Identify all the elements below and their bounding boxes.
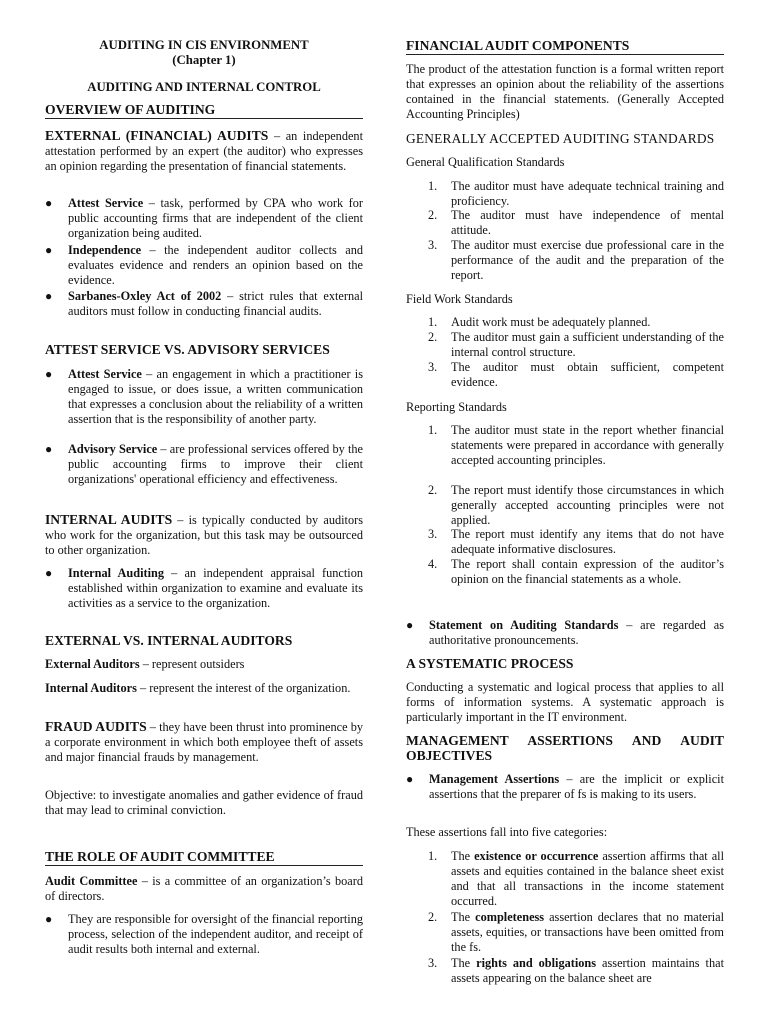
categories-intro: These assertions fall into five categories: [406, 825, 608, 839]
list-item-text: The report must identify any items that do not have adequate informative disclosures. [451, 527, 724, 556]
document-subtitle: AUDITING AND INTERNAL CONTROL [87, 80, 321, 94]
internal-audits-paragraph [45, 512, 363, 558]
list-item-text: The auditor must gain a sufficient understanding of the internal control structure. [451, 330, 724, 359]
external-auditors-paragraph [45, 657, 363, 672]
internal-auditors-paragraph [45, 681, 363, 696]
bullet-term: Sarbanes-Oxley Act of 2002 [68, 289, 222, 303]
bullet-text: – an engagement in which a practitioner is engaged to issue, or does issue, a written communication that expresses a conclusion about the reliability of a written assertion that is the responsibility of another party. [68, 367, 364, 426]
list-item-text: The auditor must exercise due professional care in the performance of the audit and the preparation of the report. [451, 238, 724, 282]
internal-auditors-text: – represent the interest of the organization. [136, 681, 351, 695]
systematic-process-heading: A SYSTEMATIC PROCESS [406, 656, 574, 671]
bullet-text: – the independent auditor collects and evaluates evidence and renders an opinion based on the evidence. [68, 243, 363, 287]
assertion-text: assertion affirms that all assets and equities contained in the balance sheet exist and that all transactions in the income statement occurred. [451, 849, 724, 908]
external-audits-paragraph [45, 128, 363, 174]
systematic-process-paragraph: Conducting a systematic and logical process that applies to all forms of information systems. A systematic approach is particularly important in the IT environment. [406, 680, 724, 724]
assertion-text: assertion declares that no material assets, equities, or transactions have been omitted from the fs. [451, 910, 724, 954]
gaas-heading: GENERALLY ACCEPTED AUDITING STANDARDS [406, 131, 715, 146]
external-auditors-term: External Auditors [45, 657, 140, 671]
document-page: AUDITING IN CIS ENVIRONMENT (Chapter 1) AUDITING AND INTERNAL CONTROL OVERVIEW OF AUDITING EXTERNAL (FINANCIAL) AUDITS – an independent attestation performed by an expert (the auditor) who expresses an opinion regarding the presentation of financial statements. ● Attest Service – task, performed by CPA who work for public accounting firms that are independent of the client organization being audited. ● Independence – the independent auditor collects and evaluates evidence and renders an opinion based on the evidence. ● Sarbanes-Oxley Act of 2002 – strict rules that external auditors must follow in conducting financial audits. ATTEST SERVICE VS. ADVISORY SERVICES ● Attest Service – an engagement in which a practitioner is engaged to issue, or does issue, a written communication that expresses a conclusion about the reliability of a written assertion that is the responsibility of another party. ● Advisory Service – are professional services offered by the public accounting firms to improve their client organizations' operational efficiency and effectiveness. INTERNAL AUDITS – is typically conducted by auditors who work for the organization, but this task may be outsourced to other organization. ● Internal Auditing – an independent appraisal function established within organization to examine and evaluate its activities as a service to the organization. EXTERNAL VS. INTERNAL AUDITORS External Auditors – represent outsiders Internal Auditors – represent the interest of the organization. FRAUD AUDITS – they have been thrust into prominence by a corporate environment in which both employee theft of assets and major financial frauds by management. Objective: to investigate anomalies and gather evidence of fraud that may lead to criminal conviction. THE ROLE OF AUDIT COMMITTEE Audit Committee – is a committee of an organization’s board of directors. ● They are responsible for oversight of the financial reporting process, selection of the independent auditor, and receipt of audit results both internal and external. FINANCIAL AUDIT COMPONENTS The product of the attestation function is a formal written report that expresses an opinion about the reliability of the assertions contained in the financial statements. (Generally Accepted Accounting Principles) GENERALLY ACCEPTED AUDITING STANDARDS General Qualification Standards 1. The auditor must have adequate technical training and proficiency. 2. The auditor must have independence of mental attitude. 3. The auditor must exercise due professional care in the performance of the audit and the preparation of the report. Field Work Standards 1. Audit work must be adequately planned. 2. The auditor must gain a sufficient understanding of the internal control structure. 3. The auditor must obtain sufficient, competent evidence. Reporting Standards 1. The auditor must state in the report whether financial statements were prepared in accordance with generally accepted accounting principles. 2. The report must identify those circumstances in which generally accepted accounting principles were not applied. 3. The report must identify any items that do not have adequate informative disclosures. 4. The report shall contain expression of the auditor’s opinion on the financial statements as a whole. ● Statement on Auditing Standards – are regarded as authoritative pronouncements. A SYSTEMATIC PROCESS Conducting a systematic and logical process that applies to all forms of information systems. A systematic approach is particularly important in the IT environment. MANAGEMENT ASSERTIONS AND AUDIT OBJECTIVES ● Management Assertions – are the implicit or explicit assertions that the preparer of fs is making to its users. These assertions fall into five categories: 1. The existence or occurrence assertion affirms that all assets and equities contained in the balance sheet exist and that all transactions in the income statement occurred. 2. The completeness assertion declares that no material assets, equities, or transactions have been omitted from the fs. 3. The rights and obligations assertion maintains that assets appearing on the balance sheet are [45, 38, 724, 985]
chapter-label: (Chapter 1) [172, 53, 236, 67]
bullet-term: Attest Service [68, 196, 144, 210]
list-item-text: The report shall contain expression of the auditor’s opinion on the financial statements as a whole. [451, 557, 724, 586]
reporting-standards-label: Reporting Standards [406, 400, 507, 414]
overview-heading: OVERVIEW OF AUDITING [45, 102, 363, 119]
bullet-term: Internal Auditing [68, 566, 164, 580]
list-item-text: The auditor must have independence of mental attitude. [451, 208, 724, 237]
list-item-text: The auditor must obtain sufficient, competent evidence. [451, 360, 724, 389]
bullet-term: Attest Service [68, 367, 142, 381]
assertion-prefix: The [451, 910, 476, 924]
field-work-standards-label: Field Work Standards [406, 292, 513, 306]
assertion-prefix: The [451, 956, 477, 970]
fraud-audits-term: FRAUD AUDITS [45, 719, 147, 734]
list-item-text: The auditor must have adequate technical training and proficiency. [451, 179, 724, 208]
assertion-term: completeness [475, 910, 545, 924]
assertion-term: rights and obligations [476, 956, 597, 970]
internal-auditors-term: Internal Auditors [45, 681, 137, 695]
bullet-text: – are the implicit or explicit assertions that the preparer of fs is making to its users. [429, 772, 724, 801]
components-heading: FINANCIAL AUDIT COMPONENTS [406, 38, 724, 55]
objective-paragraph: Objective: to investigate anomalies and gather evidence of fraud that may lead to criminal conviction. [45, 788, 363, 817]
assertion-prefix: The [451, 849, 475, 863]
components-paragraph: The product of the attestation function is a formal written report that expresses an opinion about the reliability of the assertions contained in the financial statements. (Generally Accepted Accounting Principles) [406, 62, 724, 121]
assertion-term: existence or occurrence [474, 849, 599, 863]
bullet-text: – are professional services offered by the public accounting firms to improve their client organizations' operational efficiency and effectiveness. [68, 442, 363, 486]
external-audits-term: EXTERNAL (FINANCIAL) AUDITS [45, 128, 269, 143]
bullet-text: – an independent appraisal function established within organization to examine and evaluate its activities as a service to the organization. [68, 566, 363, 610]
external-vs-internal-heading: EXTERNAL VS. INTERNAL AUDITORS [45, 633, 293, 648]
audit-committee-paragraph [45, 874, 363, 904]
bullet-text: – task, performed by CPA who work for public accounting firms that are independent of the client organization being audited. [68, 196, 364, 240]
bullet-term: Management Assertions [429, 772, 560, 786]
list-item-text: Audit work must be adequately planned. [451, 315, 651, 329]
management-assertions-heading: MANAGEMENT ASSERTIONS AND AUDIT OBJECTIVES [406, 733, 724, 763]
bullet-text: – strict rules that external auditors must follow in conducting financial audits. [68, 289, 363, 318]
bullet-term: Advisory Service [68, 442, 158, 456]
document-title: AUDITING IN CIS ENVIRONMENT [99, 38, 309, 52]
assertion-text: assertion maintains that assets appearing on the balance sheet are [451, 956, 724, 985]
external-audits-text: – an independent attestation performed by an expert (the auditor) who expresses an opinion regarding the presentation of financial statements. [45, 129, 363, 173]
audit-committee-term: Audit Committee [45, 874, 138, 888]
attest-vs-advisory-heading: ATTEST SERVICE VS. ADVISORY SERVICES [45, 342, 330, 357]
bullet-text: – are regarded as authoritative pronouncements. [429, 618, 724, 647]
external-auditors-text: – represent outsiders [139, 657, 245, 671]
fraud-audits-paragraph [45, 719, 363, 765]
bullet-term: Statement on Auditing Standards [429, 618, 619, 632]
list-item-text: The auditor must state in the report whether financial statements were prepared in accordance with generally accepted accounting principles. [451, 423, 724, 467]
internal-audits-term: INTERNAL AUDITS [45, 512, 173, 527]
bullet-term: Independence [68, 243, 142, 257]
list-item-text: The report must identify those circumstances in which generally accepted accounting principles were not applied. [451, 483, 724, 527]
bullet-text: They are responsible for oversight of the financial reporting process, selection of the independent auditor, and receipt of audit results both internal and external. [68, 912, 363, 956]
internal-audits-text: – is typically conducted by auditors who work for the organization, but this task may be outsourced to other organization. [45, 513, 363, 557]
general-standards-label: General Qualification Standards [406, 155, 565, 169]
audit-committee-heading: THE ROLE OF AUDIT COMMITTEE [45, 849, 363, 866]
fraud-audits-text: – they have been thrust into prominence by a corporate environment in which both employee theft of assets and major financial frauds by management. [45, 720, 363, 764]
audit-committee-text: – is a committee of an organization’s board of directors. [45, 874, 364, 903]
